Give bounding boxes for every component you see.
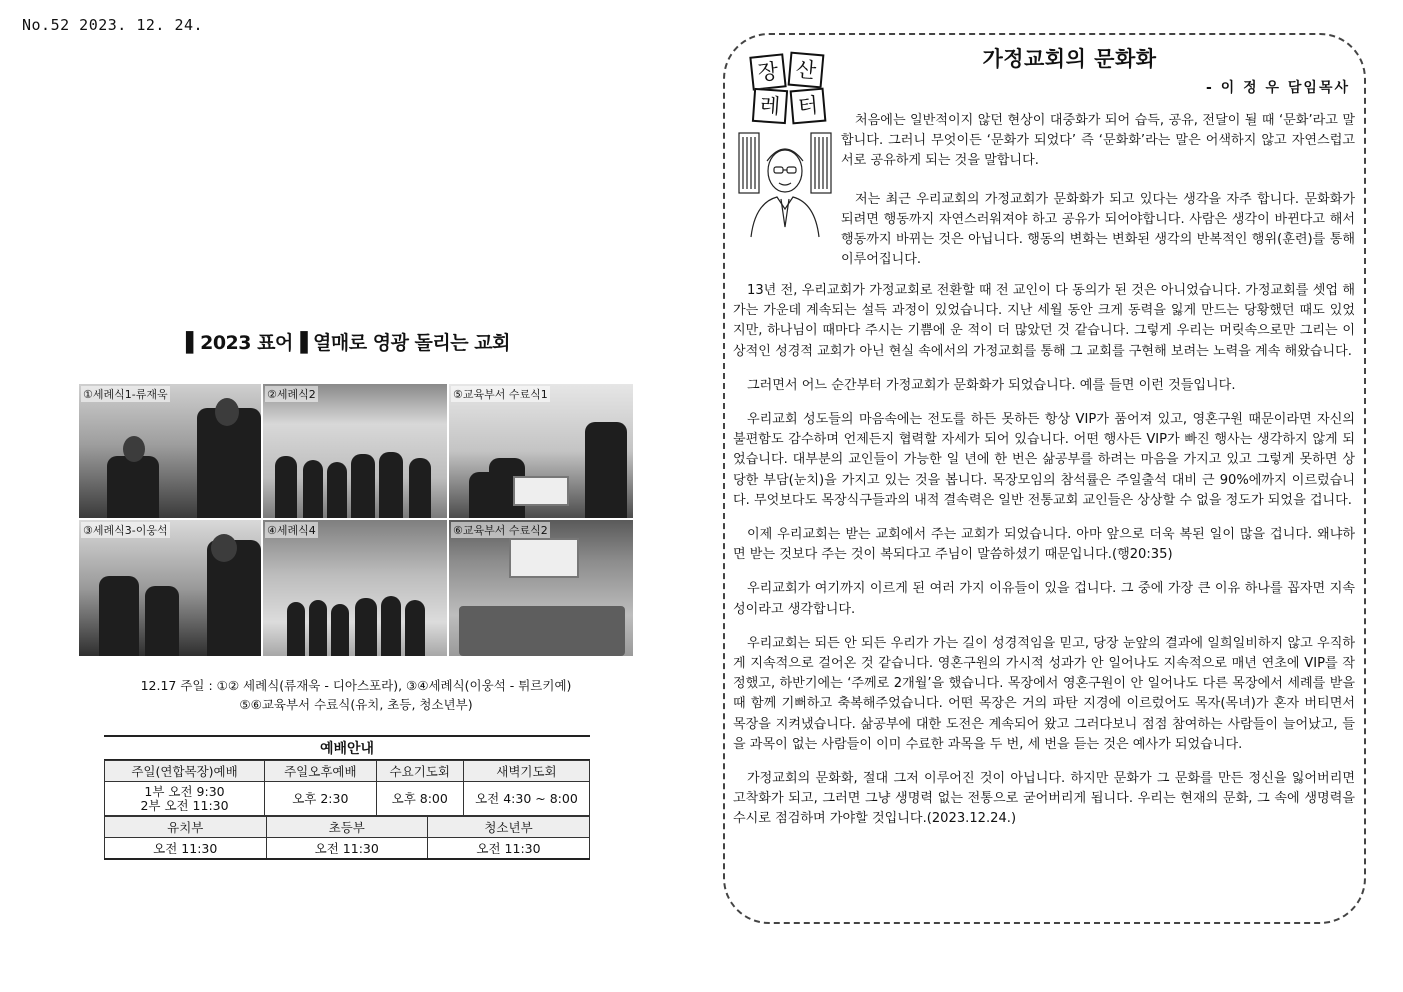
worship-header: 수요기도회: [376, 761, 463, 782]
stamp-char: 장: [749, 53, 786, 90]
photo-caption: ①세례식1-류재욱: [83, 388, 168, 401]
department-time: 오전 11:30: [105, 838, 267, 860]
photo-caption: ⑥교육부서 수료식2: [453, 524, 548, 537]
stamp-char: 산: [788, 52, 825, 89]
letter-author: - 이 정 우 담임목사: [1206, 80, 1350, 96]
photo-baptism-3: [78, 519, 262, 657]
worship-title: 예배안내: [104, 735, 590, 760]
wednesday-prayer-time: 오후 8:00: [376, 782, 463, 816]
department-time: 오전 11:30: [266, 838, 428, 860]
issue-number-date: No.52 2023. 12. 24.: [22, 16, 204, 34]
photo-description: [78, 676, 634, 714]
yearly-motto: ▌2023 표어▐ 열매로 영광 돌리는 교회: [186, 332, 510, 354]
worship-header: 주일(연합목장)예배: [105, 761, 265, 782]
photo-note-line-2: ⑤⑥교육부서 수료식(유치, 초등, 청소년부): [239, 697, 473, 712]
photo-note-line-1: 12.17 주일 : ①② 세례식(류재욱 - 디아스포라), ③④세례식(이웅석 - 튀르키예): [140, 678, 572, 693]
photo-caption: ②세례식2: [267, 388, 316, 401]
stamp-char: 터: [790, 88, 827, 125]
worship-table: [104, 760, 590, 816]
photo-graduation-2: [448, 519, 634, 657]
photo-baptism-4: [262, 519, 448, 657]
worship-schedule: [104, 735, 590, 860]
letter-paragraph: 가정교회의 문화화, 절대 그저 이루어진 것이 아닙니다. 하지만 문화가 그 문화를 만든 정신을 잃어버리면 고착화가 되고, 그러면 그냥 생명력 없는 전통으로 굳어버리게 됩니다. 우리는 현재의 문화, 그 속에 생명력을 수시로 점검하며 가야할 것입니다.(2023.12.24.): [733, 771, 1355, 827]
photo-caption: ④세례식4: [267, 524, 316, 537]
afternoon-service-time: 오후 2:30: [265, 782, 377, 816]
department-header: 초등부: [266, 817, 428, 838]
letter-paragraph: 우리교회 성도들의 마음속에는 전도를 하든 못하든 항상 VIP가 품어져 있고, 영혼구원 때문이라면 자신의 불편함도 감수하며 언제든지 협력할 자세가 되어 있습니다. 어떤 행사든 VIP가 빠진 행사는 생각하지 않게 되었습니다. 대부분의 교인들이 가능한 일 년에 한 번은 삶공부를 하려는 마음을 가지고 있고 그렇게 못하면 상당한 부담(눈치)을 가지고 있는 것을 봅니다. 목장모임의 참석률은 주일출석 대비 근 90%에까지 이르렀습니다. 무엇보다도 목장식구들과의 내적 결속력은 일반 전통교회 교인들은 상상할 수 없을 정도가 되었을 겁니다.: [733, 412, 1355, 508]
letter-body-top: [841, 111, 1355, 288]
photo-caption: ⑤교육부서 수료식1: [453, 388, 548, 401]
photo-baptism-2: [262, 383, 448, 519]
letter-paragraph: 13년 전, 우리교회가 가정교회로 전환할 때 전 교인이 다 동의가 된 것은 아니었습니다. 가정교회를 셋업 해 가는 가운데 계속되는 설득 과정이 있었습니다. 지난 세월 동안 크게 동력을 잃게 만드는 당황했던 때도 있었지만, 하나님이 때마다 주시는 기쁨에 운 적이 더 많았던 것 같습니다. 그렇게 우리는 머릿속으로만 그리는 이상적인 성경적 교회가 아닌 현실 속에서의 가정교회를 통해 그 교회를 구현해 보려는 노력을 계속 해왔습니다.: [733, 283, 1355, 359]
letter-paragraph: 그러면서 어느 순간부터 가정교회가 문화화가 되었습니다. 예를 들면 이런 것들입니다.: [747, 377, 1236, 393]
dawn-prayer-time: 오전 4:30 ~ 8:00: [463, 782, 589, 816]
worship-header: 새벽기도회: [463, 761, 589, 782]
letter-paragraph: 이제 우리교회는 받는 교회에서 주는 교회가 되었습니다. 아마 앞으로 더욱 복된 일이 많을 겁니다. 왜냐하면 받는 것보다 주는 것이 복되다고 주님이 말씀하셨기 때문입니다.(행20:35): [733, 527, 1355, 563]
sunday-first-service: 1부 오전 9:30: [144, 783, 225, 799]
pastor-portrait-sketch: [737, 131, 833, 239]
stamp-char: 레: [752, 88, 788, 124]
department-time: 오전 11:30: [428, 838, 590, 860]
letter-paragraph: 우리교회가 여기까지 이르게 된 여러 가지 이유들이 있을 겁니다. 그 중에 가장 큰 이유 하나를 꼽자면 지속성이라고 생각합니다.: [733, 581, 1355, 617]
department-table: [104, 816, 590, 860]
letter-paragraph: 처음에는 일반적이지 않던 현상이 대중화가 되어 습득, 공유, 전달이 될 때 ‘문화’라고 말합니다. 그러니 무엇이든 ‘문화가 되었다’ 즉 ‘문화화’라는 말은 어색하지 않고 자연스럽고 서로 공유하게 되는 것을 말합니다.: [841, 113, 1355, 169]
pastor-letter: [723, 33, 1366, 924]
photo-graduation-1: [448, 383, 634, 519]
department-header: 유치부: [105, 817, 267, 838]
letter-body-main: [733, 281, 1355, 844]
letter-paragraph: 우리교회는 되든 안 되든 우리가 가는 길이 성경적임을 믿고, 당장 눈앞의 결과에 일희일비하지 않고 우직하게 지속적으로 걸어온 것 같습니다. 영혼구원의 가시적 성과가 안 일어나도 지속적으로 매년 연초에 VIP를 작정했고, 하반기에는 ‘주께로 2개월’을 했습니다. 목장에서 영혼구원이 안 일어나도 다른 목장에서 세례를 받을 때 함께 기뻐하고 축복해주었습니다. 어떤 목장은 거의 파탄 지경에 이르렀어도 목자(목녀)가 혼자 버티면서 목장을 지켜냈습니다. 삶공부에 대한 도전은 계속되어 왔고 그러다보니 점점 참여하는 사람들이 늘어났고, 들을 과목이 없는 사람들이 이미 수료한 과목을 두 번, 세 번을 듣는 것은 예사가 되었습니다.: [733, 635, 1355, 752]
letter-paragraph: 저는 최근 우리교회의 가정교회가 문화화가 되고 있다는 생각을 자주 합니다. 문화화가 되려면 행동까지 자연스러워져야 하고 공유가 되어야합니다. 사람은 생각이 바뀐다고 해서 행동까지 바뀌는 것은 아닙니다. 행동의 변화는 변화된 생각의 반복적인 행위(훈련)를 통해 이루어집니다.: [841, 191, 1355, 268]
worship-header: 주일오후예배: [265, 761, 377, 782]
photo-grid: [78, 383, 634, 657]
sunday-service-times: [105, 782, 265, 816]
photo-caption: ③세례식3-이웅석: [83, 524, 168, 537]
department-header: 청소년부: [428, 817, 590, 838]
letter-title: 가정교회의 문화화: [982, 47, 1157, 71]
sunday-second-service: 2부 오전 11:30: [140, 797, 229, 813]
photo-baptism-1: [78, 383, 262, 519]
